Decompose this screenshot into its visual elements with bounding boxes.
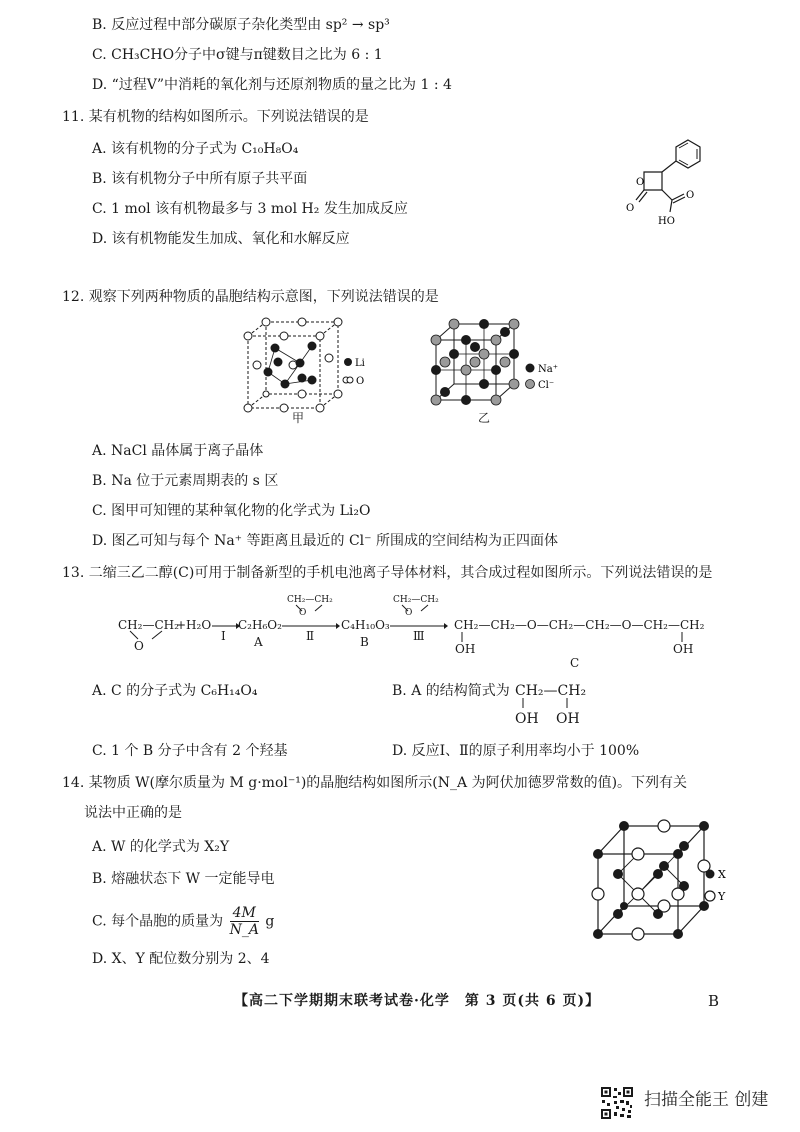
- q13-option-b-oh-2: OH: [556, 711, 580, 727]
- q14-stem-line-1: 14. 某物质 W(摩尔质量为 M g·mol⁻¹)的晶胞结构如图所示(N_A 为阿伏加德罗常数的值)。下列有关: [62, 775, 688, 791]
- q14-option-b: B. 熔融状态下 W 一定能导电: [92, 871, 275, 887]
- version-code: B: [708, 992, 720, 1010]
- scheme-product-b: C₄H₁₀O₃: [341, 618, 390, 632]
- q11-structure-figure: [600, 120, 730, 240]
- q14-option-c-numerator: 4M: [230, 906, 259, 922]
- q14-option-c-prefix: C. 每个晶胞的质量为: [92, 913, 224, 930]
- scheme-label-b: B: [360, 635, 369, 649]
- scheme-label-a: A: [254, 635, 263, 649]
- scheme-product-c-oh-bonds: [454, 632, 694, 644]
- scanner-watermark: 扫描全能王 创建: [644, 1090, 769, 1110]
- q14-stem-line-2: 说法中正确的是: [84, 805, 182, 821]
- q11-acid-oxygen-label: O: [686, 190, 695, 201]
- scheme-product-c-oh-1: OH: [455, 642, 476, 656]
- q12-jia-legend-li: Li: [355, 358, 365, 369]
- scheme-step-3-reagent-bonds: [393, 604, 439, 614]
- q12-jia-legend-o: O: [356, 376, 365, 387]
- scheme-step-3-reagent: CH₂—CH₂: [393, 595, 439, 605]
- scheme-product-a: C₂H₆O₂: [238, 618, 282, 632]
- q14-legend-x: X: [718, 868, 726, 881]
- qr-code-icon: [600, 1086, 634, 1120]
- q13-option-a: A. C 的分子式为 C₆H₁₄O₄: [92, 683, 258, 699]
- q10-option-c: C. CH₃CHO分子中σ键与π键数目之比为 6 : 1: [92, 47, 383, 63]
- q13-option-c: C. 1 个 B 分子中含有 2 个羟基: [92, 743, 288, 759]
- scheme-label-c: C: [570, 656, 580, 670]
- q14-crystal-figure: [590, 818, 730, 948]
- scheme-step-3-label: Ⅲ: [413, 629, 425, 643]
- q12-yi-legend-cl: Cl⁻: [538, 380, 555, 391]
- q11-option-c: C. 1 mol 该有机物最多与 3 mol H₂ 发生加成反应: [92, 201, 408, 217]
- scheme-step-2-reagent-oxygen: O: [299, 608, 307, 618]
- q11-option-d: D. 该有机物能发生加成、氧化和水解反应: [92, 231, 350, 247]
- q13-option-b-bonds: [515, 698, 585, 710]
- q14-option-c-denominator: N_A: [229, 922, 259, 938]
- page-footer: 【高二下学期期末联考试卷·化学 第 3 页(共 6 页)】: [234, 993, 601, 1009]
- q10-option-d: D. “过程Ⅴ”中消耗的氧化剂与还原剂物质的量之比为 1 : 4: [92, 77, 452, 93]
- scheme-reactant-oxygen: O: [134, 639, 144, 653]
- q12-yi-legend-na: Na⁺: [538, 364, 558, 375]
- q12-figure-yi-caption: 乙: [478, 411, 491, 425]
- q11-option-b: B. 该有机物分子中所有原子共平面: [92, 171, 308, 187]
- q12-option-d: D. 图乙可知与每个 Na⁺ 等距离且最近的 Cl⁻ 所围成的空间结构为正四面体: [92, 533, 558, 549]
- q14-option-a: A. W 的化学式为 X₂Y: [92, 839, 230, 855]
- q14-legend-y: Y: [718, 890, 726, 903]
- q14-option-c-unit: g: [265, 913, 275, 930]
- q12-figure-yi: [428, 318, 578, 408]
- q14-option-c-fraction: [230, 906, 259, 937]
- q14-option-d: D. X、Y 配位数分别为 2、4: [92, 951, 270, 967]
- q13-stem: 13. 二缩三乙二醇(C)可用于制备新型的手机电池离子导体材料，其合成过程如图所示。下列说法错误的是: [62, 565, 713, 581]
- q13-option-b-label: B. A 的结构简式为: [392, 683, 510, 699]
- q12-option-c: C. 图甲可知锂的某种氧化物的化学式为 Li₂O: [92, 503, 371, 519]
- q10-option-b: B. 反应过程中部分碳原子杂化类型由 sp² → sp³: [92, 17, 390, 33]
- q11-stem: 11. 某有机物的结构如图所示。下列说法错误的是: [62, 109, 369, 125]
- scheme-step-2-reagent: CH₂—CH₂: [287, 595, 333, 605]
- q13-option-b-oh-1: OH: [515, 711, 539, 727]
- scheme-step-3-reagent-oxygen: O: [405, 608, 413, 618]
- q12-option-b: B. Na 位于元素周期表的 s 区: [92, 473, 279, 489]
- q11-carbonyl-oxygen-label: O: [626, 203, 635, 214]
- scheme-step-2-reagent-bonds: [287, 604, 333, 614]
- scheme-product-c-oh-2: OH: [673, 642, 694, 656]
- q12-figure-jia: [240, 318, 370, 418]
- scheme-reactant: CH₂—CH₂: [118, 618, 179, 632]
- q12-figure-jia-caption: 甲: [292, 411, 305, 425]
- q14-option-c: [92, 906, 274, 937]
- scheme-step-2-label: Ⅱ: [306, 629, 315, 643]
- q11-hydroxyl-label: HO: [658, 216, 675, 227]
- scheme-product-c: CH₂—CH₂—O—CH₂—CH₂—O—CH₂—CH₂: [454, 618, 705, 632]
- scheme-reactant-epoxide-bonds: [118, 628, 178, 644]
- q12-stem: 12. 观察下列两种物质的晶胞结构示意图，下列说法错误的是: [62, 289, 439, 305]
- scheme-step-1-label: Ⅰ: [221, 629, 226, 643]
- q12-option-a: A. NaCl 晶体属于离子晶体: [92, 443, 264, 459]
- arrow-step-1: [212, 622, 240, 630]
- q11-option-a: A. 该有机物的分子式为 C₁₀H₈O₄: [92, 141, 299, 157]
- q13-option-b-structure: CH₂—CH₂: [515, 683, 587, 699]
- scheme-plus-water: +H₂O: [176, 618, 212, 632]
- q13-option-d: D. 反应Ⅰ、Ⅱ的原子利用率均小于 100%: [392, 743, 640, 759]
- q11-ring-oxygen-label: O: [636, 177, 645, 188]
